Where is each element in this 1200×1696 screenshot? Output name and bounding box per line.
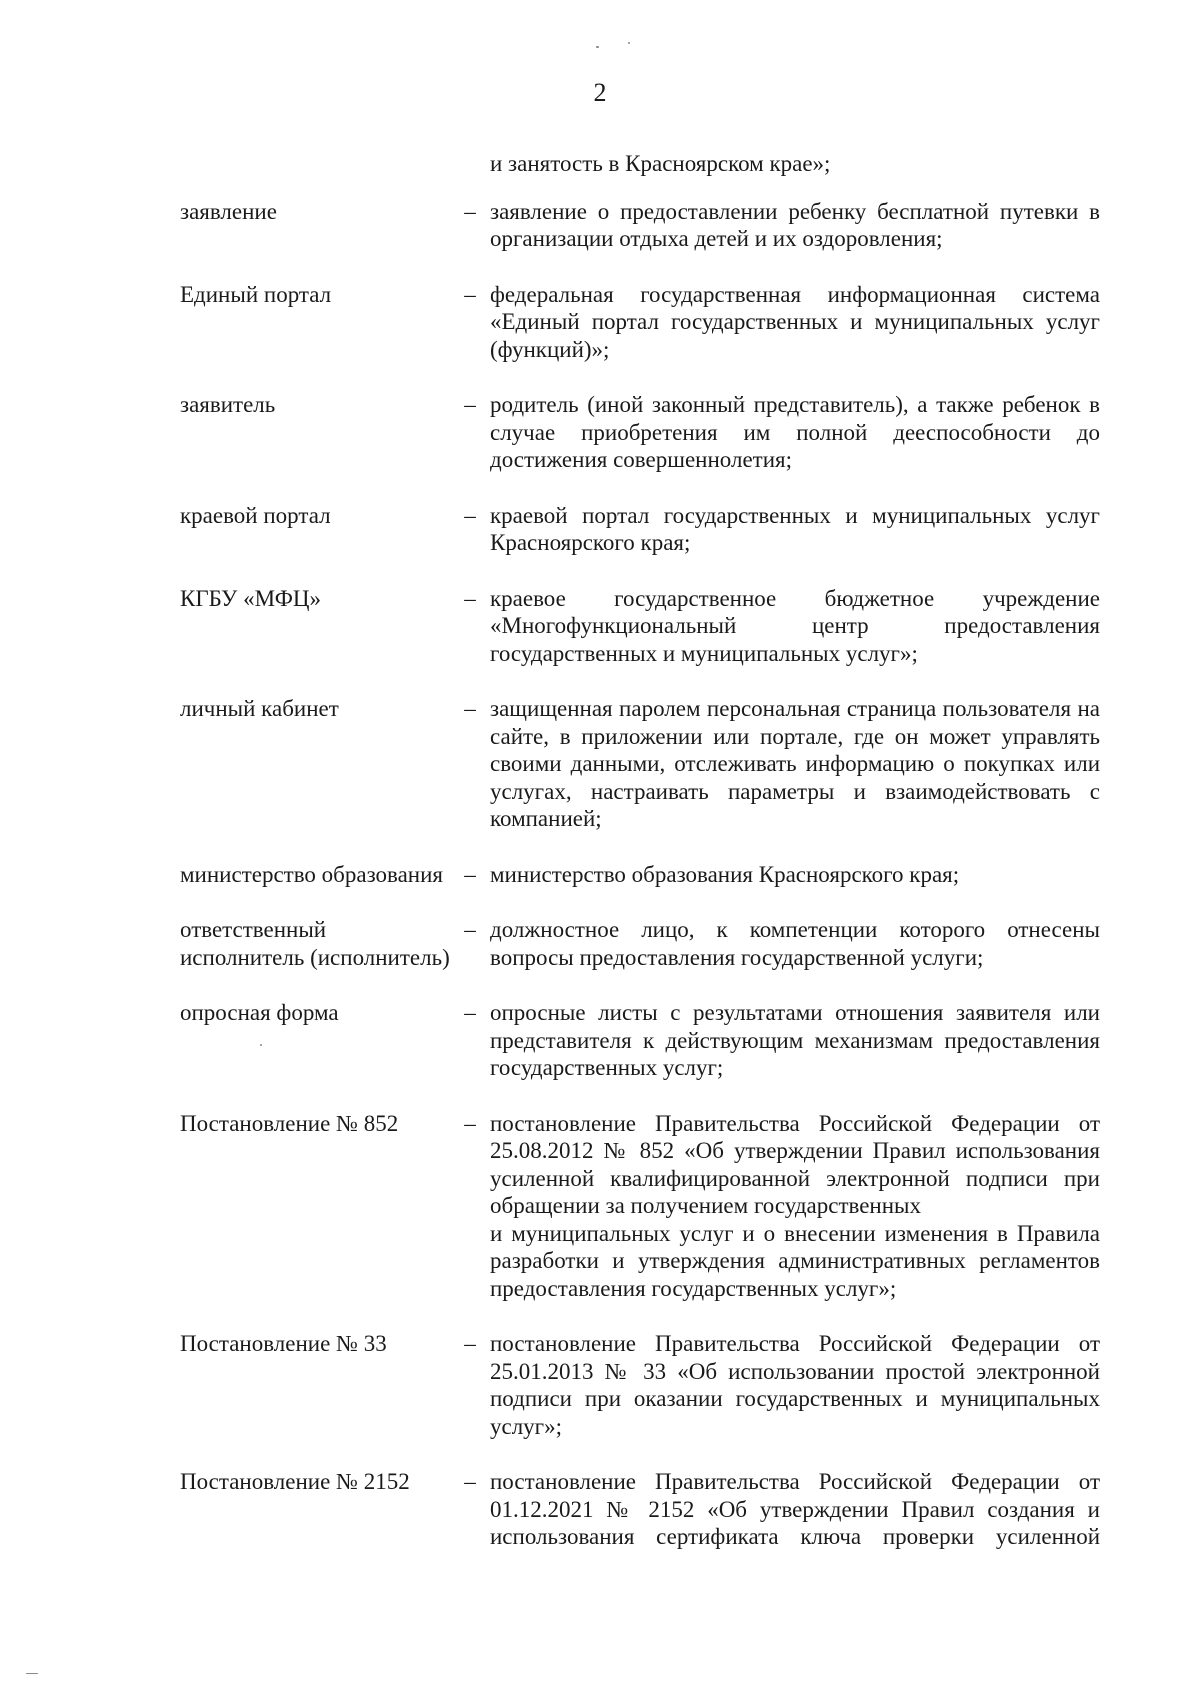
definition-paragraph: постановление Правительства Российской Федерации от 01.12.2021 № 2152 «Об утверждении Правил создания и использования сертификата ключа проверки усиленной xyxy=(490,1469,1100,1549)
glossary-definition xyxy=(490,281,1100,364)
definition-paragraph: опросные листы с результатами отношения заявителя или представителя к действующим механизмам предоставления государственных услуг; xyxy=(490,1000,1100,1080)
dash-separator: – xyxy=(464,917,476,942)
glossary-term: КГБУ «МФЦ» xyxy=(180,585,321,611)
glossary-entry xyxy=(180,695,1100,833)
definition-paragraph: родитель (иной законный представитель), а также ребенок в случае приобретения им полной дееспособности до достижения совершеннолетия; xyxy=(490,392,1100,472)
dash-separator: – xyxy=(464,502,476,528)
dash-separator: – xyxy=(464,1469,476,1494)
glossary-term: Постановление № 852 xyxy=(180,1110,399,1136)
definition-paragraph: краевой портал государственных и муниципальных услуг Красноярского края; xyxy=(490,502,1100,555)
glossary-entry xyxy=(180,1110,1100,1303)
glossary-entry xyxy=(180,861,1100,889)
glossary-entry xyxy=(180,1468,1100,1551)
dash-separator: – xyxy=(464,585,476,611)
glossary-definition xyxy=(490,585,1100,668)
glossary-definition xyxy=(490,999,1100,1082)
glossary-entry xyxy=(180,281,1100,364)
glossary-entry xyxy=(180,916,1100,971)
glossary-entry xyxy=(180,391,1100,474)
glossary-entry xyxy=(180,502,1100,557)
glossary-term: ответственный исполнитель (исполнитель) xyxy=(180,917,450,970)
glossary-definition xyxy=(490,861,1100,889)
definition-paragraph: федеральная государственная информационная система «Единый портал государственных и муниципальных услуг (функций)»; xyxy=(490,281,1100,362)
glossary-entry xyxy=(180,999,1100,1082)
glossary-definition xyxy=(490,198,1100,253)
dash-separator: – xyxy=(464,1000,476,1025)
glossary-entry xyxy=(180,198,1100,253)
glossary-term: Постановление № 33 xyxy=(180,1331,387,1356)
glossary-definition xyxy=(490,695,1100,833)
glossary-term: Постановление № 2152 xyxy=(180,1469,410,1494)
definition-paragraph: защищенная паролем персональная страница пользователя на сайте, в приложении или портале, где он может управлять своими данными, отслеживать информацию о покупках или услугах, настраивать параметры и взаимодействовать с компанией; xyxy=(490,696,1100,831)
continuation-text: и занятость в Красноярском крае»; xyxy=(490,151,831,176)
glossary-term: опросная форма xyxy=(180,1000,339,1025)
dash-separator: – xyxy=(464,281,476,307)
dash-separator: – xyxy=(464,1110,476,1136)
dash-separator: – xyxy=(464,861,476,887)
glossary-list xyxy=(180,150,1100,1579)
glossary-definition xyxy=(490,916,1100,971)
glossary-term: заявитель xyxy=(180,392,276,417)
glossary-definition xyxy=(490,1110,1100,1303)
definition-paragraph: должностное лицо, к компетенции которого отнесены вопросы предоставления государственной услуги; xyxy=(490,917,1100,970)
definition-paragraph: заявление о предоставлении ребенку бесплатной путевки в организации отдыха детей и их оздоровления; xyxy=(490,198,1100,251)
dash-separator: – xyxy=(464,392,476,417)
glossary-definition xyxy=(490,391,1100,474)
definition-paragraph: и муниципальных услуг и о внесении изменения в Правила разработки и утверждения административных регламентов предоставления государственных услуг»; xyxy=(490,1220,1100,1301)
glossary-term: краевой портал xyxy=(180,502,331,528)
glossary-term: личный кабинет xyxy=(180,696,339,721)
definition-paragraph: краевое государственное бюджетное учреждение «Многофункциональный центр предоставления государственных и муниципальных услуг»; xyxy=(490,585,1100,666)
glossary-definition xyxy=(490,1468,1100,1551)
glossary-continuation xyxy=(180,150,1100,178)
glossary-term: министерство образования xyxy=(180,861,443,887)
glossary-term: заявление xyxy=(180,198,277,224)
dash-separator: – xyxy=(464,1331,476,1356)
page-number: 2 xyxy=(593,78,607,107)
definition-paragraph: постановление Правительства Российской Федерации от 25.08.2012 № 852 «Об утверждении Правил использования усиленной квалифицированной электронной подписи при обращении за получением государственных xyxy=(490,1110,1100,1218)
glossary-term: Единый портал xyxy=(180,281,332,307)
definition-paragraph: министерство образования Красноярского края; xyxy=(490,861,960,887)
glossary-definition xyxy=(490,502,1100,557)
glossary-entry xyxy=(180,1330,1100,1440)
dash-separator: – xyxy=(464,198,476,224)
definition-paragraph: постановление Правительства Российской Федерации от 25.01.2013 № 33 «Об использовании простой электронной подписи при оказании государственных и муниципальных услуг»; xyxy=(490,1331,1100,1439)
glossary-definition xyxy=(490,1330,1100,1440)
dash-separator: – xyxy=(464,696,476,721)
glossary-entry xyxy=(180,585,1100,668)
